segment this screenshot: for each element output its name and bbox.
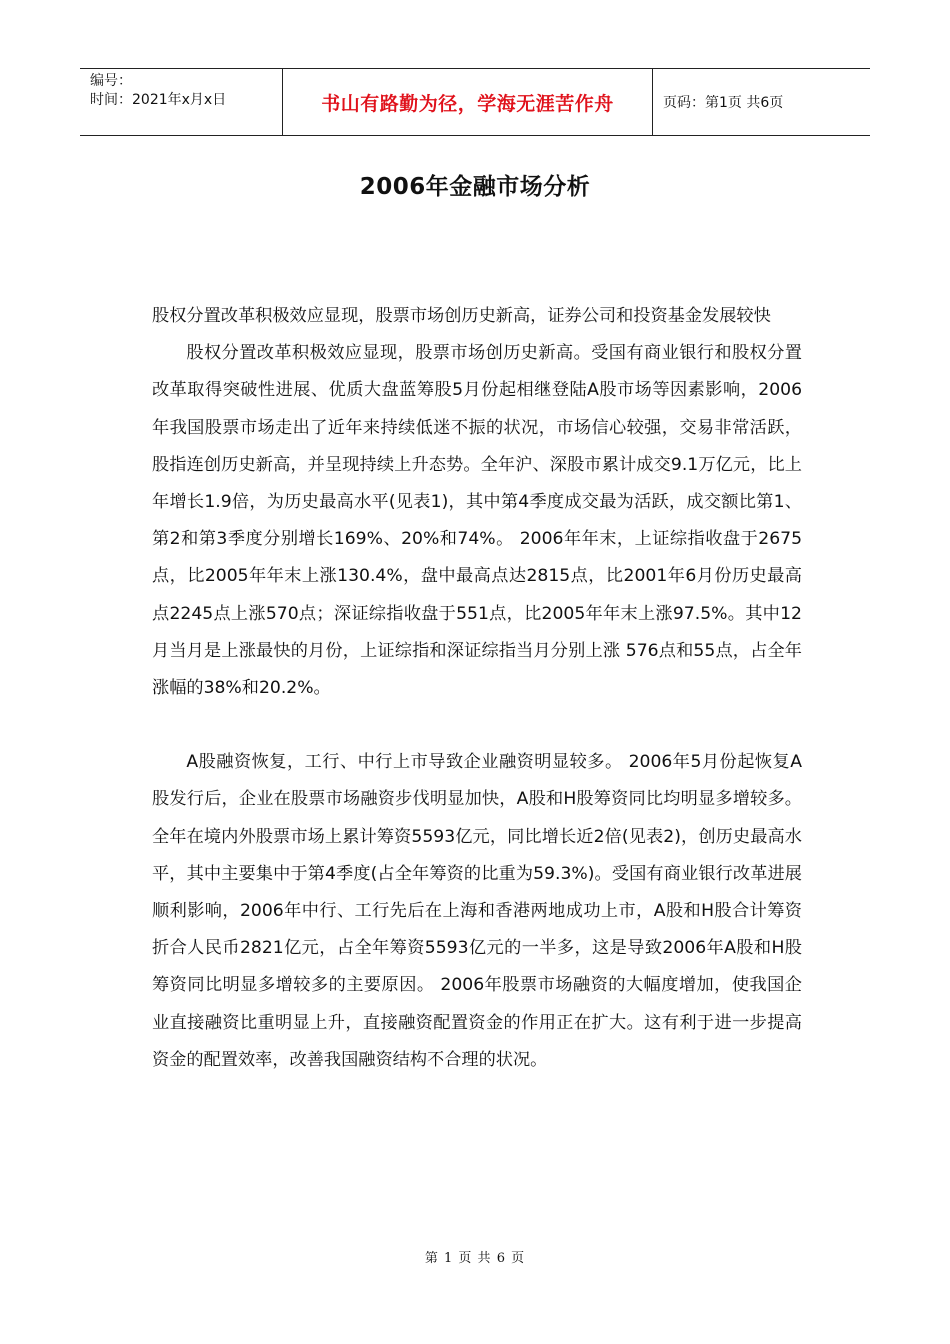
motto-text: 书山有路勤为径，学海无涯苦作舟 <box>321 92 614 115</box>
page-footer: 第 1 页 共 6 页 <box>424 1251 526 1266</box>
section-heading-paragraph: 股权分置改革积极效应显现，股票市场创历史新高，证券公司和投资基金发展较快 <box>152 306 771 326</box>
document-title: 2006年金融市场分析 <box>359 174 591 200</box>
header-motto-cell <box>282 69 653 135</box>
header-table <box>80 68 870 136</box>
paragraph-spacer <box>152 707 802 744</box>
page-info: 页码：第1页 共6页 <box>663 95 784 111</box>
number-label: 编号： <box>90 73 132 89</box>
body-paragraph-2: A股融资恢复，工行、中行上市导致企业融资明显较多。 2006年5月份起恢复A股发行后，企业在股票市场融资步伐明显加快，A股和H股筹资同比均明显多增较多。全年在境内外股票市场上累计筹资5593亿元，同比增长近2倍(见表2)，创历史最高水平，其中主要集中于第4季度(占全年筹资的比重为59.3%)。受国有商业银行改革进展顺利影响，2006年中行、工行先后在上海和香港两地成功上市，A股和H股合计筹资折合人民币2821亿元，占全年筹资5593亿元的一半多，这是导致2006年A股和H股筹资同比明显多增较多的主要原因。 2006年股票市场融资的大幅度增加，使我国企业直接融资比重明显上升，直接融资配置资金的作用正在扩大。这有利于进一步提高资金的配置效率，改善我国融资结构不合理的状况。 <box>152 752 802 1070</box>
header-left-cell <box>80 69 282 135</box>
document-body <box>152 298 802 1079</box>
header-page-cell <box>653 69 870 135</box>
body-paragraph-1: 股权分置改革积极效应显现，股票市场创历史新高。受国有商业银行和股权分置改革取得突破性进展、优质大盘蓝筹股5月份起相继登陆A股市场等因素影响，2006年我国股票市场走出了近年来持续低迷不振的状况，市场信心较强，交易非常活跃，股指连创历史新高，并呈现持续上升态势。全年沪、深股市累计成交9.1万亿元，比上年增长1.9倍，为历史最高水平(见表1)，其中第4季度成交最为活跃，成交额比第1、第2和第3季度分别增长169%、20%和74%。 2006年年末，上证综指收盘于2675点，比2005年年末上涨130.4%，盘中最高点达2815点，比2001年6月份历史最高点2245点上涨570点；深证综指收盘于551点，比2005年年末上涨97.5%。其中12月当月是上涨最快的月份，上证综指和深证综指当月分别上涨 576点和55点，占全年涨幅的38%和20.2%。 <box>152 343 802 699</box>
time-label: 时间：2021年x月x日 <box>90 92 227 108</box>
